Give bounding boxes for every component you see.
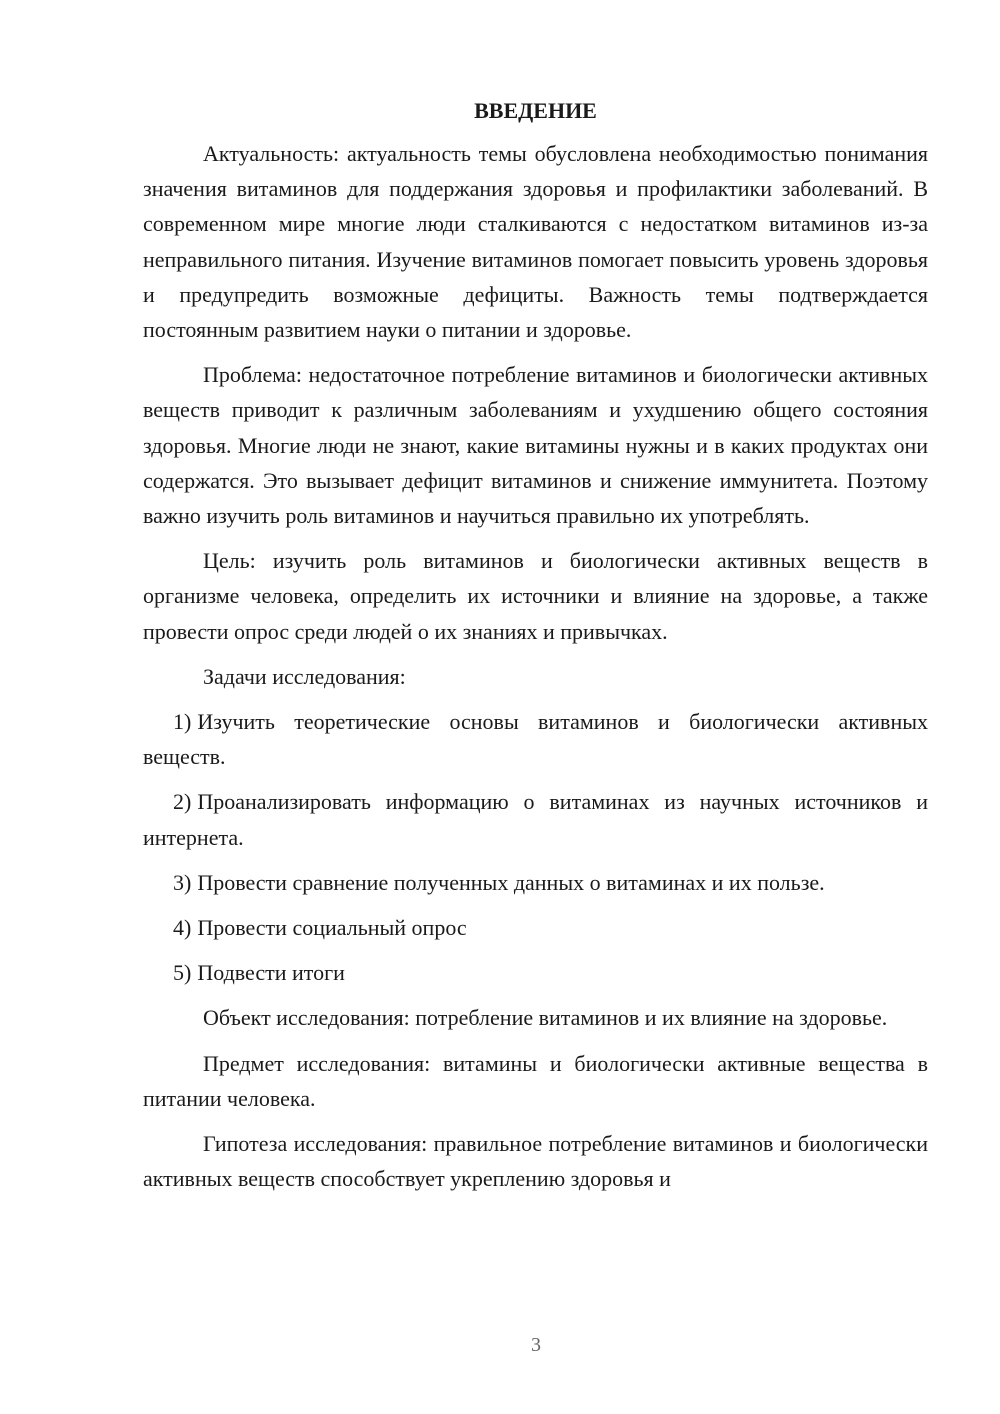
document-page xyxy=(143,96,928,1206)
subject-paragraph: Предмет исследования: витамины и биологически активные вещества в питании человека. xyxy=(143,1050,928,1111)
task-item: 3) Провести сравнение полученных данных о витаминах и их пользе. xyxy=(173,869,825,895)
hypothesis-paragraph: Гипотеза исследования: правильное потребление витаминов и биологически активных веществ способствует укреплению здоровья и xyxy=(143,1131,928,1192)
goal-paragraph: Цель: изучить роль витаминов и биологически активных веществ в организме человека, определить их источники и влияние на здоровье, а также провести опрос среди людей о их знаниях и привычках. xyxy=(143,548,928,644)
task-item: 4) Провести социальный опрос xyxy=(173,915,467,941)
problem-paragraph: Проблема: недостаточное потребление витаминов и биологически активных веществ приводит к различным заболеваниям и ухудшению общего состояния здоровья. Многие люди не знают, какие витамины нужны и в каких продуктах они содержатся. Это вызывает дефицит витаминов и снижение иммунитета. Поэтому важно изучить роль витаминов и научиться правильно их употреблять. xyxy=(143,362,928,529)
task-item: 2) Проанализировать информацию о витаминах из научных источников и интернета. xyxy=(143,789,928,850)
object-paragraph: Объект исследования: потребление витаминов и их влияние на здоровье. xyxy=(203,1005,888,1031)
tasks-title: Задачи исследования: xyxy=(203,663,406,689)
relevance-paragraph: Актуальность: актуальность темы обусловлена необходимостью понимания значения витаминов для поддержания здоровья и профилактики заболеваний. В современном мире многие люди сталкиваются с недостатком витаминов из-за неправильного питания. Изучение витаминов помогает повысить уровень здоровья и предупредить возможные дефициты. Важность темы подтверждается постоянным развитием науки о питании и здоровье. xyxy=(143,141,928,343)
task-item: 1) Изучить теоретические основы витаминов и биологически активных веществ. xyxy=(143,709,928,770)
section-heading: ВВЕДЕНИЕ xyxy=(474,98,597,123)
page-number: 3 xyxy=(531,1334,541,1356)
task-item: 5) Подвести итоги xyxy=(173,960,345,986)
